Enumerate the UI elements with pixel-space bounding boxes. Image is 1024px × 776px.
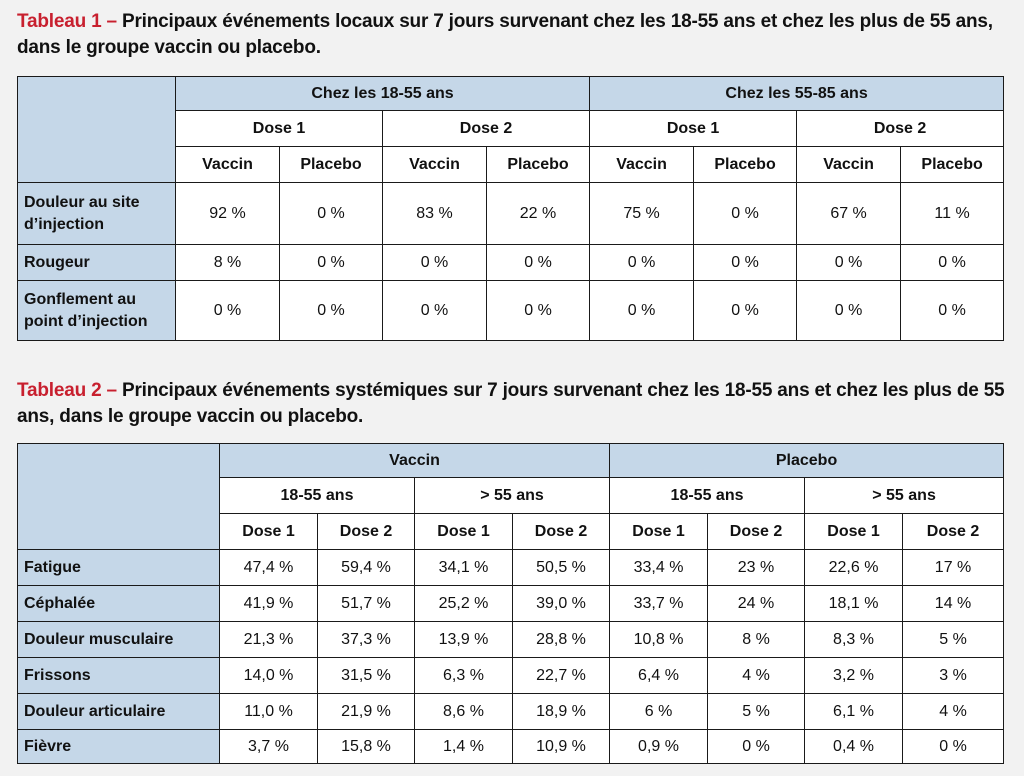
table-cell: 31,5 % [318,658,415,694]
table2-age-header: > 55 ans [805,478,1004,514]
table-cell: 22 % [487,183,590,245]
table-cell: 75 % [590,183,694,245]
table-cell: 8,6 % [415,694,513,730]
table1-caption-label: Tableau 1 – [17,11,117,32]
table2-row-label: Fatigue [18,550,220,586]
table-row [18,281,1004,341]
table2-dose-header: Dose 2 [708,514,805,550]
table-cell: 8 % [176,245,280,281]
table-cell: 67 % [797,183,901,245]
table1-arm-header: Placebo [280,147,383,183]
table1-arm-header: Placebo [901,147,1004,183]
table-cell: 0 % [590,245,694,281]
table-cell: 4 % [708,658,805,694]
table2-row-label: Douleur musculaire [18,622,220,658]
table-cell: 3 % [903,658,1004,694]
table-cell: 18,1 % [805,586,903,622]
table1-arm-header: Vaccin [590,147,694,183]
table-cell: 39,0 % [513,586,610,622]
table-cell: 0 % [694,183,797,245]
table2-row-label: Fièvre [18,730,220,764]
table2-dose-header: Dose 2 [903,514,1004,550]
table-cell: 28,8 % [513,622,610,658]
table2-caption-label: Tableau 2 – [17,380,117,401]
table-cell: 6 % [610,694,708,730]
table-cell: 37,3 % [318,622,415,658]
table2-group-header: Vaccin [220,444,610,478]
table-cell: 0 % [797,281,901,341]
table-row [18,730,1004,764]
table1-caption-text: Principaux événements locaux sur 7 jours survenant chez les 18-55 ans et chez les plus de 55 ans, dans le groupe vaccin ou placebo. [17,11,993,58]
table-cell: 6,3 % [415,658,513,694]
table1-group-header: Chez les 55-85 ans [590,77,1004,111]
table1-arm-header: Placebo [694,147,797,183]
table-cell: 22,6 % [805,550,903,586]
table2-age-header: 18-55 ans [610,478,805,514]
table-cell: 34,1 % [415,550,513,586]
table-cell: 5 % [903,622,1004,658]
table-cell: 10,8 % [610,622,708,658]
table2-dose-header: Dose 1 [415,514,513,550]
table-cell: 33,7 % [610,586,708,622]
table-cell: 83 % [383,183,487,245]
table2-dose-header: Dose 1 [610,514,708,550]
table-row [18,694,1004,730]
table-cell: 0,9 % [610,730,708,764]
table1-group-header: Chez les 18-55 ans [176,77,590,111]
table-cell: 10,9 % [513,730,610,764]
table-cell: 51,7 % [318,586,415,622]
table-cell: 92 % [176,183,280,245]
table2-dose-header: Dose 2 [318,514,415,550]
table-cell: 0 % [590,281,694,341]
table-cell: 15,8 % [318,730,415,764]
table-cell: 0 % [903,730,1004,764]
table-cell: 47,4 % [220,550,318,586]
table-cell: 11,0 % [220,694,318,730]
table-cell: 0 % [708,730,805,764]
table-cell: 1,4 % [415,730,513,764]
table1-dose-header: Dose 2 [797,111,1004,147]
table-cell: 0 % [694,281,797,341]
table2-age-header: 18-55 ans [220,478,415,514]
table-cell: 41,9 % [220,586,318,622]
table-cell: 13,9 % [415,622,513,658]
table2-row-label: Frissons [18,658,220,694]
table1-dose-header: Dose 2 [383,111,590,147]
table2-row-label: Douleur articulaire [18,694,220,730]
table1-arm-header: Vaccin [176,147,280,183]
table-cell: 0 % [280,281,383,341]
table-cell: 50,5 % [513,550,610,586]
table1-row-label: Gonflement au point d’injection [18,281,176,341]
table-cell: 0 % [280,183,383,245]
table-cell: 0 % [383,281,487,341]
table2-caption [17,378,1007,430]
table-cell: 8 % [708,622,805,658]
table1-row-label: Rougeur [18,245,176,281]
table2-age-header: > 55 ans [415,478,610,514]
table1-dose-header: Dose 1 [176,111,383,147]
table-cell: 5 % [708,694,805,730]
table-row [18,622,1004,658]
table-cell: 8,3 % [805,622,903,658]
table-cell: 0 % [901,245,1004,281]
table2-dose-header: Dose 1 [805,514,903,550]
table-cell: 24 % [708,586,805,622]
table-cell: 0 % [383,245,487,281]
table1-arm-header: Placebo [487,147,590,183]
table-row [18,550,1004,586]
table-cell: 0 % [176,281,280,341]
table1-row-label: Douleur au site d’injection [18,183,176,245]
table-cell: 3,2 % [805,658,903,694]
table-cell: 17 % [903,550,1004,586]
table1-arm-header: Vaccin [797,147,901,183]
table-cell: 0 % [280,245,383,281]
table2-row-label: Céphalée [18,586,220,622]
table-cell: 3,7 % [220,730,318,764]
table-row [18,586,1004,622]
table-row [18,245,1004,281]
table-row [18,658,1004,694]
table-cell: 4 % [903,694,1004,730]
table-cell: 0 % [797,245,901,281]
table-cell: 0 % [694,245,797,281]
table1-arm-header: Vaccin [383,147,487,183]
table-cell: 59,4 % [318,550,415,586]
table-cell: 11 % [901,183,1004,245]
table2-dose-header: Dose 1 [220,514,318,550]
table-cell: 0 % [901,281,1004,341]
table-cell: 0 % [487,281,590,341]
table-cell: 0,4 % [805,730,903,764]
table-cell: 33,4 % [610,550,708,586]
table2-systemic-events [17,443,1004,764]
table1-local-events [17,76,1004,341]
table2-corner [18,444,220,550]
table-cell: 6,1 % [805,694,903,730]
table-cell: 23 % [708,550,805,586]
table-cell: 18,9 % [513,694,610,730]
table2-caption-text: Principaux événements systémiques sur 7 jours survenant chez les 18-55 ans et chez les plus de 55 ans, dans le groupe vaccin ou placebo. [17,380,1005,427]
table-cell: 6,4 % [610,658,708,694]
table2-group-header: Placebo [610,444,1004,478]
table-cell: 0 % [487,245,590,281]
table-cell: 21,9 % [318,694,415,730]
table2-dose-header: Dose 2 [513,514,610,550]
table1-corner [18,77,176,183]
table-cell: 25,2 % [415,586,513,622]
table-cell: 22,7 % [513,658,610,694]
table-row [18,183,1004,245]
table-cell: 21,3 % [220,622,318,658]
table1-caption [17,9,1007,61]
table1-dose-header: Dose 1 [590,111,797,147]
table-cell: 14,0 % [220,658,318,694]
table-cell: 14 % [903,586,1004,622]
